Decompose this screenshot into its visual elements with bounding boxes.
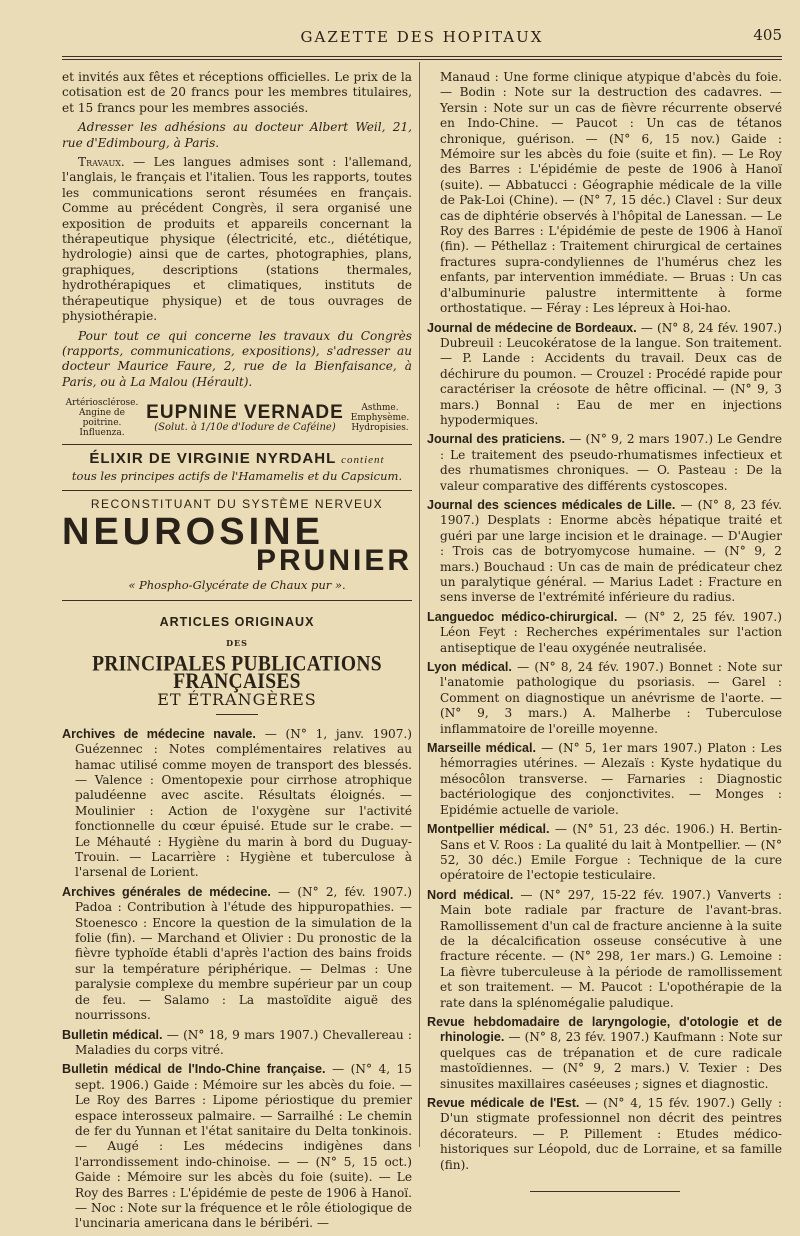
journal-entry-continued: Manaud : Une forme clinique atypique d'abcès du foie. — Bodin : Note sur la destruction des cadavres. — Yersin : Note sur un cas de fièvre récurrente observé en Indo-Chine. — Paucot : Un cas de tétanos chronique, guérison. — (N° 6, 15 nov.) Gaide : Mémoire sur les abcès du foie (suite et fin). — Le Roy des Barres : L'épidémie de peste de 1906 à Hanoï (suite). — Abbatucci : Géographie médicale de la ville de Pak-Loi (Chine). — (N° 7, 15 déc.) Clavel : Sur deux cas de diphtérie observés à l'hôpital de Lanessan. — Le Roy des Barres : L'épidémie de peste de 1906 à Hanoï (fin). — Péthellaz : Traitement chirurgical de certaines fractures supra-condyliennes de l'humérus chez les enfants, par intervention immédiate. — Bruas : Un cas d'albuminurie palustre intermittente à forme orthostatique. — Féray : Les lépreux à Hoi-hao. (440, 70, 782, 316)
advert-subtitle: (Solut. à 1/10e d'Iodure de Caféine) (154, 422, 336, 434)
journal-name: Archives générales de médecine. (62, 884, 271, 899)
advert-indications-2: Asthme. Emphysème. Hydropisies. (350, 403, 410, 434)
paragraph-text: — Les langues admises sont : l'allemand, l'anglais, le français et l'italien. Tous les rapports, toutes les communications seront résumées en français. Comme au précédent Congrès, il sera organisé une exposition de produits et appareils concernant la thérapeutique physique (électricité, etc., diététique, hydrologie) ainsi que de cartes, photographies, plans, graphiques, descriptions (stations thermales, hydrothérapiques et climatiques, instituts de thérapeutique physique) et de tous ouvrages de physiothérapie. (62, 155, 412, 324)
section-connector: DES (226, 638, 248, 649)
journal-entry (62, 1028, 412, 1059)
entry-text: — (N° 8, 23 fév. 1907.) Desplats : Enorme abcès hépatique traité et guéri par une large incision et le drainage. — D'Augier : Trois cas de botryomycose humaine. — (N° 9, 2 mars.) Bouchaud : Un cas de main de prédicateur chez un paralytique général. — Marius Ladet : Fracture en sens inverse de l'extrémité inférieure du radius. (440, 497, 783, 605)
advert-product: ÉLIXIR DE VIRGINIE NYRDAHL (89, 450, 336, 468)
journal-entry (62, 727, 412, 881)
column-divider (419, 62, 420, 1147)
journal-name: Bulletin médical. (62, 1027, 163, 1042)
journal-entry (427, 741, 782, 818)
paragraph (62, 155, 412, 324)
advert-word: contient (341, 454, 385, 467)
journal-name: Lyon médical. (427, 660, 512, 675)
journal-entry (427, 1015, 782, 1092)
header-rule (62, 56, 782, 57)
advert-subtitle: tous les principes actifs de l'Hamamelis et du Capsicum. (71, 468, 403, 483)
journal-entry (427, 660, 782, 737)
section-title-sub: ET ÉTRANGÈRES (157, 690, 317, 710)
section-rule (216, 714, 258, 715)
journal-name: Bulletin médical de l'Indo-Chine française. (62, 1062, 326, 1077)
page-number: 405 (753, 26, 782, 44)
paragraph: et invités aux fêtes et réceptions officielles. Le prix de la cotisation est de 20 francs pour les membres titulaires, et 15 francs pour les membres associés. (62, 70, 412, 115)
entry-text: — (N° 4, 15 sept. 1906.) Gaide : Mémoire sur les abcès du foie. — Le Roy des Barres : Lipome périostique du premier espace interosseux palmaire. — Sarrailhé : Le chemin de fer du Yunnan et l'état sanitaire du Delta tonkinois. — Augé : Les médecins indigènes dans l'arrondissement indo-chinoise. — — (N° 5, 15 oct.) Gaide : Mémoire sur les abcès du foie (suite). — Le Roy des Barres : L'épidémie de peste de 1906 à Hanoï. — Noc : Note sur la fréquence et le rôle étiologique de l'uncinaria americana dans le béribéri. — (75, 1062, 413, 1231)
journal-entry (427, 1096, 782, 1173)
journal-name: Journal des sciences médicales de Lille. (427, 497, 676, 512)
entry-text: — (N° 8, 23 fév. 1907.) Kaufmann : Note sur quelques cas de trépanation et de cure radicale mastoïdiennes. — (N° 9, 2 mars.) V. Texier : Des sinusites maxillaires caséeuses ; signes et diagnostic. (440, 1030, 782, 1091)
advert-subtitle: « Phospho-Glycérate de Chaux pur ». (128, 578, 346, 593)
entry-text: — (N° 18, 9 mars 1907.) Chevallereau : Maladies du corps vitré. (75, 1027, 412, 1057)
advert-rule (62, 444, 412, 445)
journal-title: GAZETTE DES HOPITAUX (300, 28, 544, 46)
journal-entry (62, 885, 412, 1024)
entry-text: — (N° 51, 23 déc. 1906.) H. Bertin-Sans et V. Roos : La qualité du lait à Montpellier. — (N° 52, 30 déc.) Emile Forgue : Technique de la cure opératoire de l'ectopie testiculaire. (440, 822, 782, 883)
entry-text: — (N° 2, fév. 1907.) Padoa : Contribution à l'étude des hippuropathies. — Stoenesco : Encore la question de la simulation de la folie (fin). — Marchand et Olivier : Du pronostic de la fièvre typhoïde établi d'après l'action des bains froids sur la température périphérique. — Delmas : Une paralysie complexe du membre supérieur par un coup de feu. — Salamo : La mastoïdite aiguë des nourrissons. (75, 884, 412, 1023)
advert-indications: Artériosclérose. Angine de poitrine. Influenza. (65, 398, 139, 439)
section-title-main: PRINCIPALES PUBLICATIONS FRANÇAISES (92, 651, 382, 694)
header-rule-2 (62, 59, 782, 60)
journal-name: Revue médicale de l'Est. (427, 1096, 580, 1110)
advert-tagline: RECONSTITUANT DU SYSTÈME NERVEUX (90, 496, 384, 511)
journal-name: Languedoc médico-chirurgical. (427, 609, 618, 624)
advertisements (62, 398, 412, 601)
journal-name: Journal de médecine de Bordeaux. (427, 320, 637, 335)
page-header (62, 28, 782, 52)
journal-name: Revue hebdomadaire de laryngologie, d'otologie et de rhinologie. (427, 1014, 782, 1045)
journal-entry (427, 822, 782, 884)
journal-entry (62, 1062, 412, 1231)
journal-name: Journal des praticiens. (427, 432, 565, 447)
paragraph: Pour tout ce qui concerne les travaux du Congrès (rapports, communications, expositions), s'adresser au docteur Maurice Faure, 2, rue de la Bienfaisance, à Paris, ou à La Malou (Hérault). (62, 328, 412, 389)
journal-entry (427, 498, 782, 606)
advert-elixir (62, 451, 412, 468)
journal-entry (427, 321, 782, 429)
entry-text: — (N° 2, 25 fév. 1907.) Léon Feyt : Recherches expérimentales sur l'action antiseptique de l'eau oxygénée neutralisée. (440, 609, 782, 655)
journal-name: Nord médical. (427, 887, 514, 902)
entry-text: — (N° 9, 2 mars 1907.) Le Gendre : Le traitement des pseudo-rhumatismes infectieux et des rhumatismes chroniques. — O. Pasteau : De la valeur comparative des différents cystoscopes. (440, 432, 782, 493)
entry-text: — (N° 297, 15-22 fév. 1907.) Vanverts : Main bote radiale par fracture de l'avant-bras. Ramollissement d'un cal de fracture ancienne à la suite de la décalcification osseuse consécutive à une fracture récente. — (N° 298, 1er mars.) G. Lemoine : La fièvre tuberculeuse à la période de ramollissement et son traitement. — M. Paucot : L'opothérapie de la rate dans la splénomégalie paludique. (440, 887, 782, 1010)
entry-text: — (N° 1, janv. 1907.) Guézennec : Notes complémentaires relatives au hamac utilisé comme moyen de transport des blessés. — Valence : Omentopexie pour cirrhose atrophique paludéenne avec ascite. Résultats éloignés. — Moulinier : Action de l'oxygène sur l'activité fonctionnelle du cœur épuisé. Etude sur le crabe. — Le Méhauté : Hygiène du marin à bord du Duguay-Trouin. — Lacarrière : Hygiène et tuberculose à l'arsenal de Lorient. (75, 726, 413, 880)
left-column (62, 70, 412, 1236)
journal-name: Archives de médecine navale. (62, 726, 256, 741)
advert-brand: PRUNIER (255, 544, 412, 578)
advert-product: NEUROSINE (62, 511, 324, 554)
entry-text: — (N° 5, 1er mars 1907.) Platon : Les hémorragies utérines. — Alezaïs : Kyste hydatique du mésocôlon transverse. — Farnaries : Diagnostic bactériologique des conjonctivites. — Monges : Epidémie actuelle de variole. (440, 741, 782, 817)
section-heading (62, 615, 412, 715)
journal-entry (427, 610, 782, 656)
advert-eupnine (62, 398, 412, 438)
advert-product: EUPNINE VERNADE (146, 402, 344, 424)
paragraph-head: Travaux. (78, 155, 125, 170)
paragraph: Adresser les adhésions au docteur Albert Weil, 21, rue d'Edimbourg, à Paris. (62, 120, 412, 150)
right-column (427, 70, 782, 1192)
journal-entry (427, 432, 782, 494)
entry-text: — (N° 4, 15 fév. 1907.) Gelly : D'un stigmate professionnel non décrit des peintres décorateurs. — P. Pillement : Etudes médico-historiques sur Léopold, duc de Lorraine, et sa famille (fin). (440, 1096, 782, 1172)
entry-text: — (N° 8, 24 fév. 1907.) Bonnet : Note sur l'anatomie pathologique du psoriasis. — Garel : Comment on diagnostique un anévrisme de l'aorte. — (N° 9, 3 mars.) A. Malherbe : Tuberculose inflammatoire de l'oreille moyenne. (440, 660, 782, 736)
advert-rule (62, 490, 412, 491)
advert-rule (62, 600, 412, 601)
entry-text: — (N° 8, 24 fév. 1907.) Dubreuil : Leucokératose de la langue. Son traitement. — P. Lande : Accidents du travail. Deux cas de déchirure du poumon. — Crouzel : Procédé rapide pour caractériser la créosote de hêtre officinal. — (N° 9, 3 mars.) Bonnal : Eau de mer en injections hypodermiques. (440, 320, 782, 427)
journal-name: Montpellier médical. (427, 822, 550, 837)
advert-center (142, 403, 348, 433)
section-title: ARTICLES ORIGINAUX (159, 614, 315, 629)
journal-entry (427, 888, 782, 1011)
end-rule (530, 1191, 680, 1192)
journal-name: Marseille médical. (427, 741, 537, 756)
